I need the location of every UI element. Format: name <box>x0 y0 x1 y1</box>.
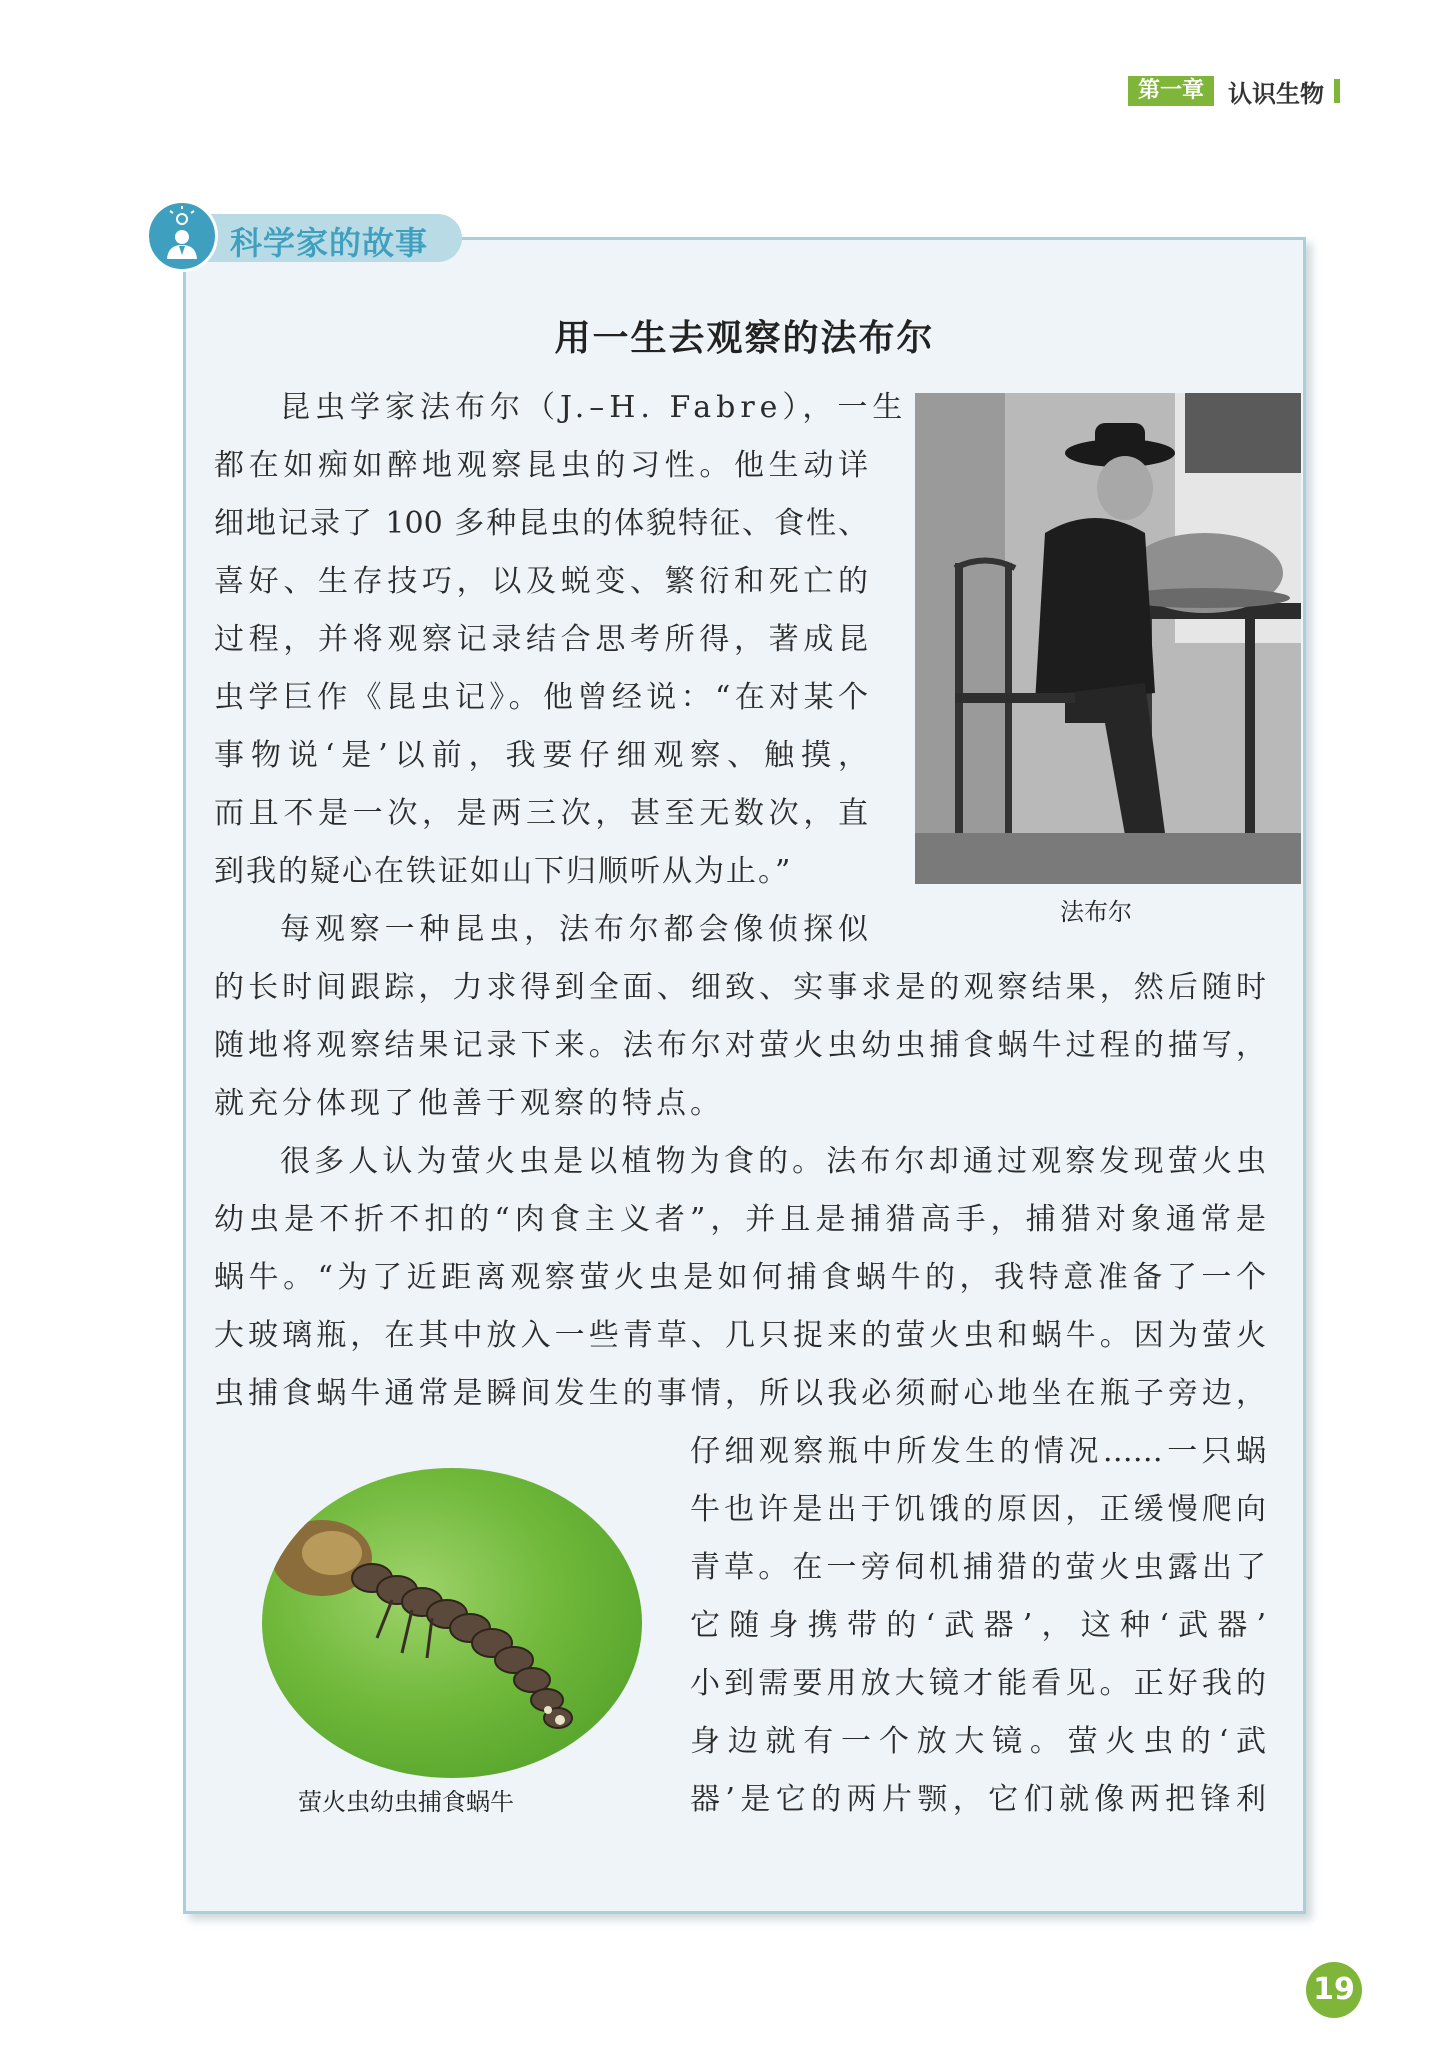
text-line: 大玻璃瓶，在其中放入一些青草、几只捉来的萤火虫和蜗牛。因为萤火 <box>214 1318 1266 1353</box>
text-line: 身边就有一个放大镜。萤火虫的‘武 <box>690 1724 1266 1759</box>
text-line: 每观察一种昆虫，法布尔都会像侦探似 <box>280 912 868 947</box>
page-number: 19 <box>1306 1962 1362 2018</box>
text-line: 随地将观察结果记录下来。法布尔对萤火虫幼虫捕食蜗牛过程的描写， <box>214 1028 1266 1063</box>
text-line: 都在如痴如醉地观察昆虫的习性。他生动详 <box>214 448 868 483</box>
text-line: 昆虫学家法布尔（J.–H. Fabre），一生 <box>280 390 908 425</box>
story-title: 用一生去观察的法布尔 <box>554 317 935 359</box>
text-line: 蜗牛。“为了近距离观察萤火虫是如何捕食蜗牛的，我特意准备了一个 <box>214 1260 1266 1295</box>
fabre-photo-caption: 法布尔 <box>1060 898 1132 926</box>
text-line: 就充分体现了他善于观察的特点。 <box>214 1086 724 1121</box>
text-line: 过程，并将观察记录结合思考所得，著成昆 <box>214 622 868 657</box>
text-line: 虫学巨作《昆虫记》。他曾经说：“在对某个 <box>214 680 868 715</box>
text-line: 很多人认为萤火虫是以植物为食的。法布尔却通过观察发现萤火虫 <box>280 1144 1266 1179</box>
text-line: 牛也许是出于饥饿的原因，正缓慢爬向 <box>690 1492 1266 1527</box>
chapter-header <box>1128 76 1340 106</box>
text-line: 细地记录了 100 多种昆虫的体貌特征、食性、 <box>214 506 868 541</box>
firefly-photo <box>262 1468 642 1778</box>
section-badge <box>146 200 466 274</box>
text-line: 幼虫是不折不扣的“肉食主义者”，并且是捕猎高手，捕猎对象通常是 <box>214 1202 1266 1237</box>
scientist-icon <box>146 200 218 272</box>
chapter-bar <box>1334 79 1340 103</box>
text-line: 它随身携带的‘武器’，这种‘武器’ <box>690 1608 1266 1643</box>
text-line: 小到需要用放大镜才能看见。正好我的 <box>690 1666 1266 1701</box>
text-line: 仔细观察瓶中所发生的情况……一只蜗 <box>690 1434 1266 1469</box>
chapter-tag: 第一章 <box>1128 76 1214 106</box>
section-label: 科学家的故事 <box>230 224 429 262</box>
text-line: 的长时间跟踪，力求得到全面、细致、实事求是的观察结果，然后随时 <box>214 970 1266 1005</box>
text-line: 器’是它的两片颚，它们就像两把锋利 <box>690 1782 1266 1817</box>
text-line: 而且不是一次，是两三次，甚至无数次，直 <box>214 796 868 831</box>
text-line: 事物说‘是’以前，我要仔细观察、触摸， <box>214 738 868 773</box>
chapter-title: 认识生物 <box>1228 79 1325 108</box>
text-line: 青草。在一旁伺机捕猎的萤火虫露出了 <box>690 1550 1266 1585</box>
text-line: 虫捕食蜗牛通常是瞬间发生的事情，所以我必须耐心地坐在瓶子旁边， <box>214 1376 1266 1411</box>
text-line: 到我的疑心在铁证如山下归顺听从为止。” <box>214 854 793 889</box>
fabre-photo <box>915 393 1301 884</box>
firefly-photo-caption: 萤火虫幼虫捕食蜗牛 <box>298 1788 514 1816</box>
text-line: 喜好、生存技巧，以及蜕变、繁衍和死亡的 <box>214 564 868 599</box>
